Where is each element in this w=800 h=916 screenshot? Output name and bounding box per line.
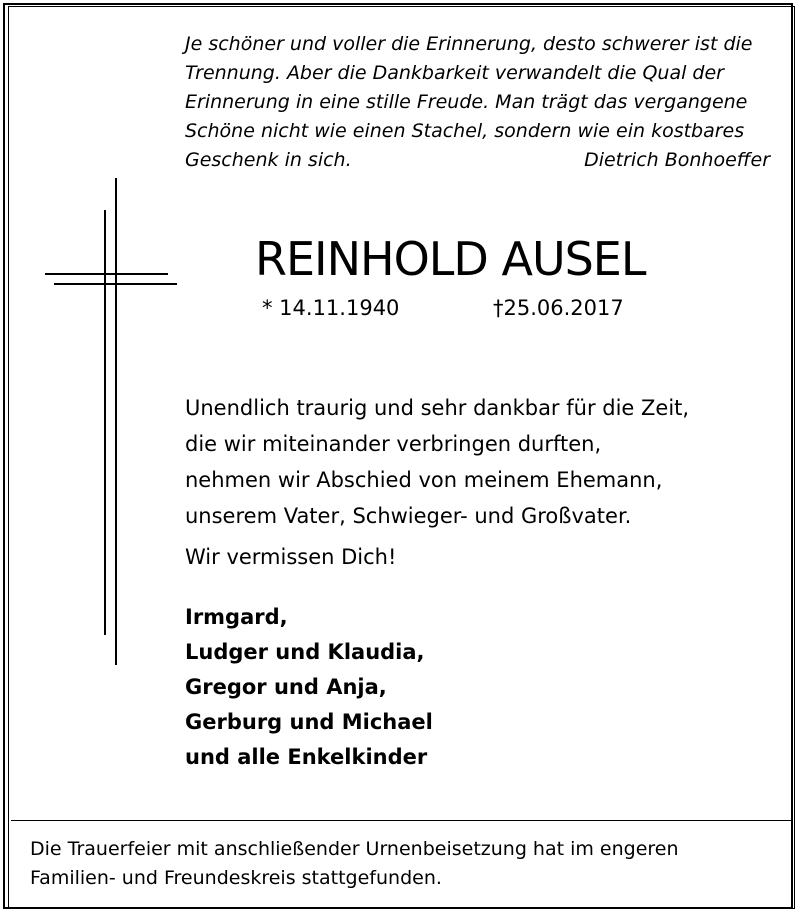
deceased-name: REINHOLD AUSEL (255, 232, 646, 286)
footer-divider (11, 820, 793, 821)
message-line: unserem Vater, Schwieger- und Großvater. (185, 504, 632, 528)
birth-date: * 14.11.1940 (262, 296, 400, 320)
mourner-name: Gerburg und Michael (185, 710, 433, 734)
death-date: †25.06.2017 (493, 296, 624, 320)
quote-line: Je schöner und voller die Erinnerung, desto schwerer ist die (185, 33, 753, 55)
message-line: nehmen wir Abschied von meinem Ehemann, (185, 468, 663, 492)
funeral-notice (30, 835, 679, 893)
footer-line: Familien- und Freundeskreis stattgefunden. (30, 867, 442, 889)
quote-line: Geschenk in sich. (185, 149, 352, 171)
quote-line: Erinnerung in eine stille Freude. Man trägt das vergangene (185, 91, 748, 113)
quote-author: Dietrich Bonhoeffer (584, 149, 770, 171)
closing-line: Wir vermissen Dich! (185, 545, 397, 569)
mourner-name: Ludger und Klaudia, (185, 640, 425, 664)
mourner-name: und alle Enkelkinder (185, 745, 428, 769)
farewell-message (185, 390, 689, 534)
message-line: die wir miteinander verbringen durften, (185, 432, 602, 456)
quote-line: Schöne nicht wie einen Stachel, sondern wie ein kostbares (185, 120, 745, 142)
message-line: Unendlich traurig und sehr dankbar für die Zeit, (185, 396, 690, 420)
mourner-name: Gregor und Anja, (185, 675, 387, 699)
footer-line: Die Trauerfeier mit anschließender Urnenbeisetzung hat im engeren (30, 838, 679, 860)
mourner-name: Irmgard, (185, 605, 288, 629)
quote-line: Trennung. Aber die Dankbarkeit verwandelt die Qual der (185, 62, 724, 84)
mourners-list (185, 600, 433, 775)
